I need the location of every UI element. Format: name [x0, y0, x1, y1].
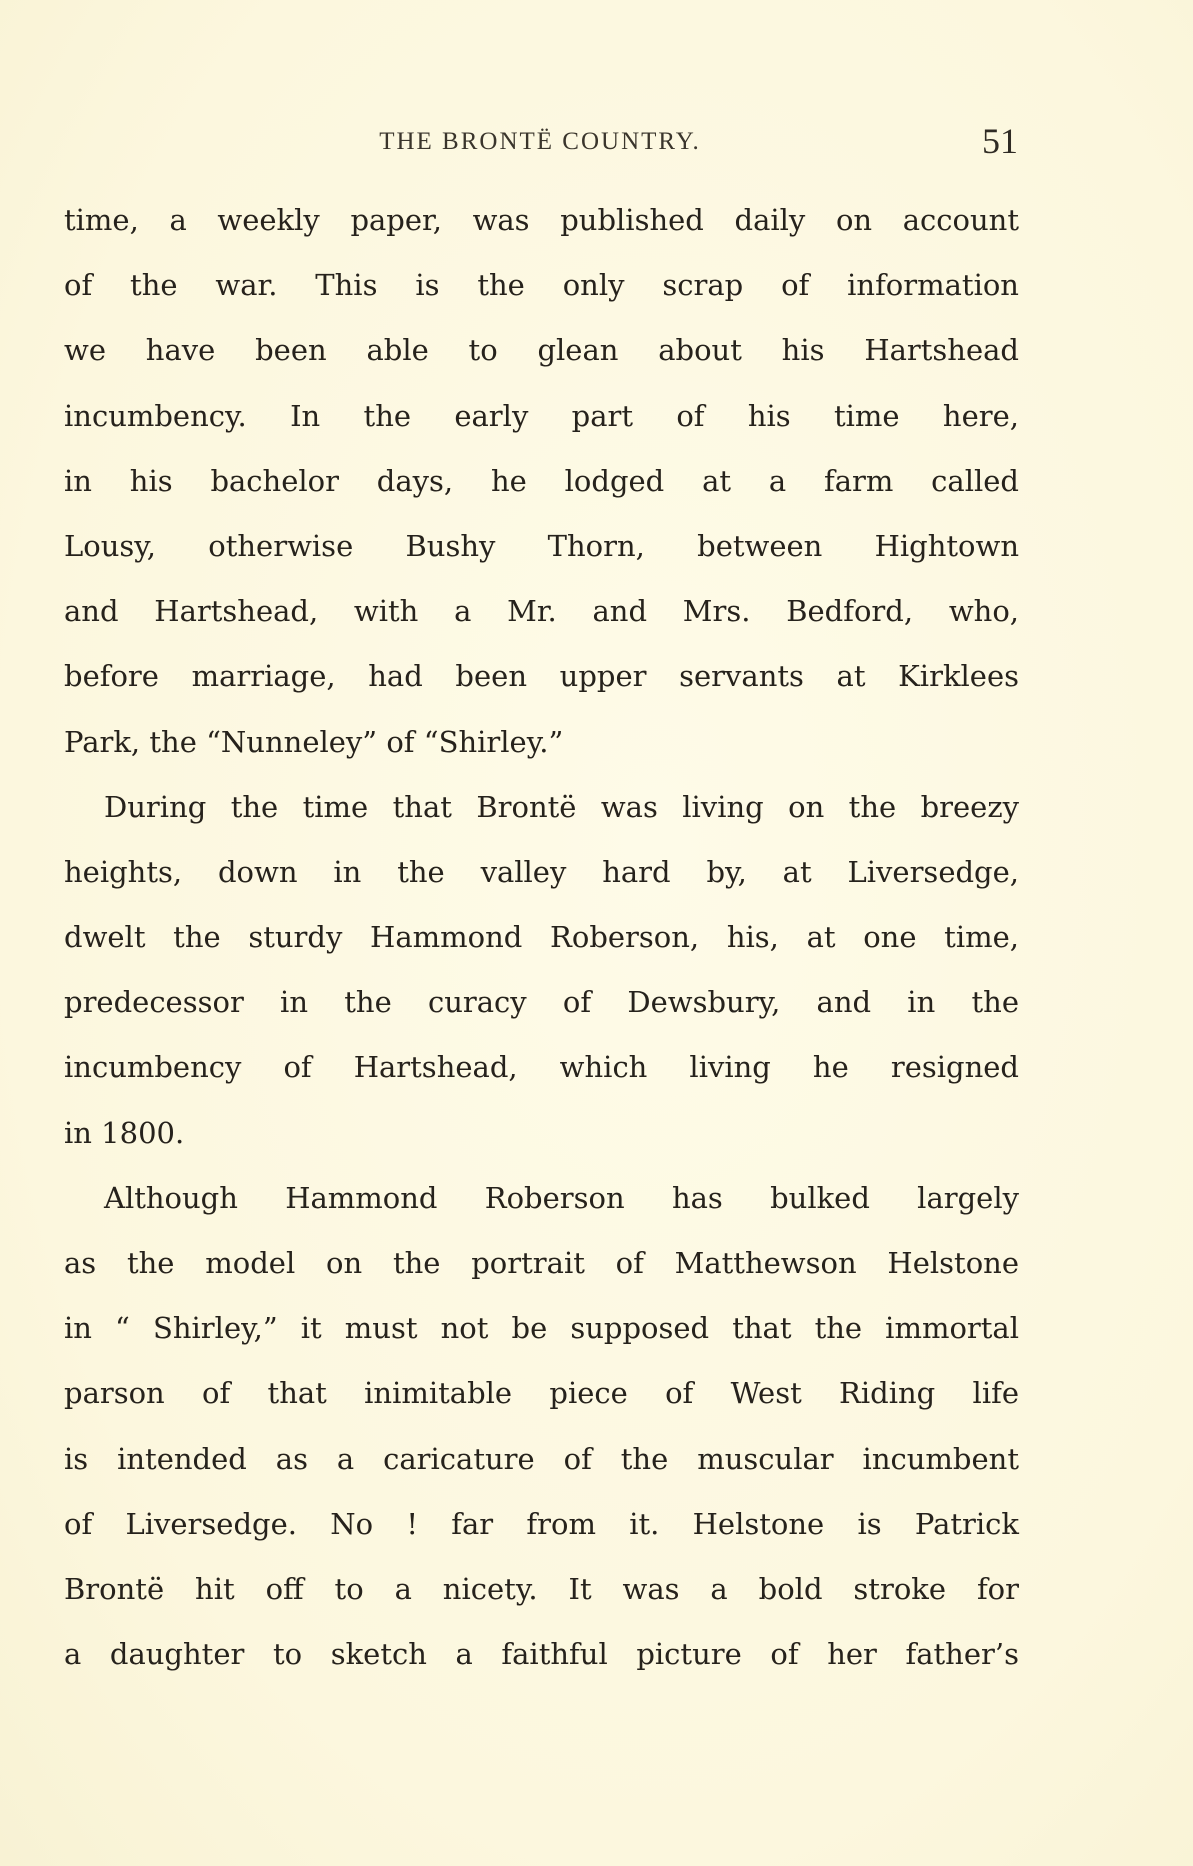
- text-line: During the time that Brontë was living on the breezy: [104, 789, 1019, 824]
- text-line: of the war. This is the only scrap of information: [64, 268, 1019, 303]
- text-line: as the model on the portrait of Matthewson Helstone: [64, 1246, 1019, 1280]
- text-line: Brontë hit off to a nicety. It was a bold stroke for: [64, 1571, 1019, 1606]
- text-line: Although Hammond Roberson has bulked largely: [104, 1180, 1019, 1215]
- running-head-title: THE BRONTË COUNTRY.: [379, 128, 701, 155]
- text-line: Lousy, otherwise Bushy Thorn, between Hightown: [64, 528, 1019, 563]
- text-line: time, a weekly paper, was published daily on account: [64, 203, 1019, 237]
- text-line: Park, the “Nunneley” of “Shirley.”: [64, 724, 564, 759]
- text-line: incumbency. In the early part of his time here,: [64, 398, 1019, 433]
- text-line: a daughter to sketch a faithful picture of her father’s: [64, 1637, 1019, 1672]
- body-text: [64, 188, 1019, 1687]
- text-line: parson of that inimitable piece of West Riding life: [64, 1376, 1019, 1411]
- text-line: before marriage, had been upper servants at Kirklees: [64, 659, 1019, 694]
- text-line: predecessor in the curacy of Dewsbury, and in the: [64, 985, 1019, 1020]
- text-line: heights, down in the valley hard by, at Liversedge,: [64, 854, 1019, 889]
- running-head: [62, 118, 1018, 168]
- text-line: in his bachelor days, he lodged at a farm called: [64, 463, 1019, 498]
- text-line: we have been able to glean about his Hartshead: [64, 333, 1019, 368]
- text-line: in 1800.: [64, 1115, 185, 1150]
- text-line: in “ Shirley,” it must not be supposed that the immortal: [64, 1311, 1019, 1346]
- text-line: incumbency of Hartshead, which living he resigned: [64, 1050, 1019, 1085]
- text-line: of Liversedge. No ! far from it. Helstone is Patrick: [64, 1506, 1019, 1541]
- text-line: dwelt the sturdy Hammond Roberson, his, at one time,: [64, 920, 1019, 955]
- text-line: is intended as a caricature of the muscular incumbent: [64, 1441, 1019, 1476]
- page-number: 51: [982, 121, 1018, 161]
- text-line: and Hartshead, with a Mr. and Mrs. Bedford, who,: [64, 594, 1019, 629]
